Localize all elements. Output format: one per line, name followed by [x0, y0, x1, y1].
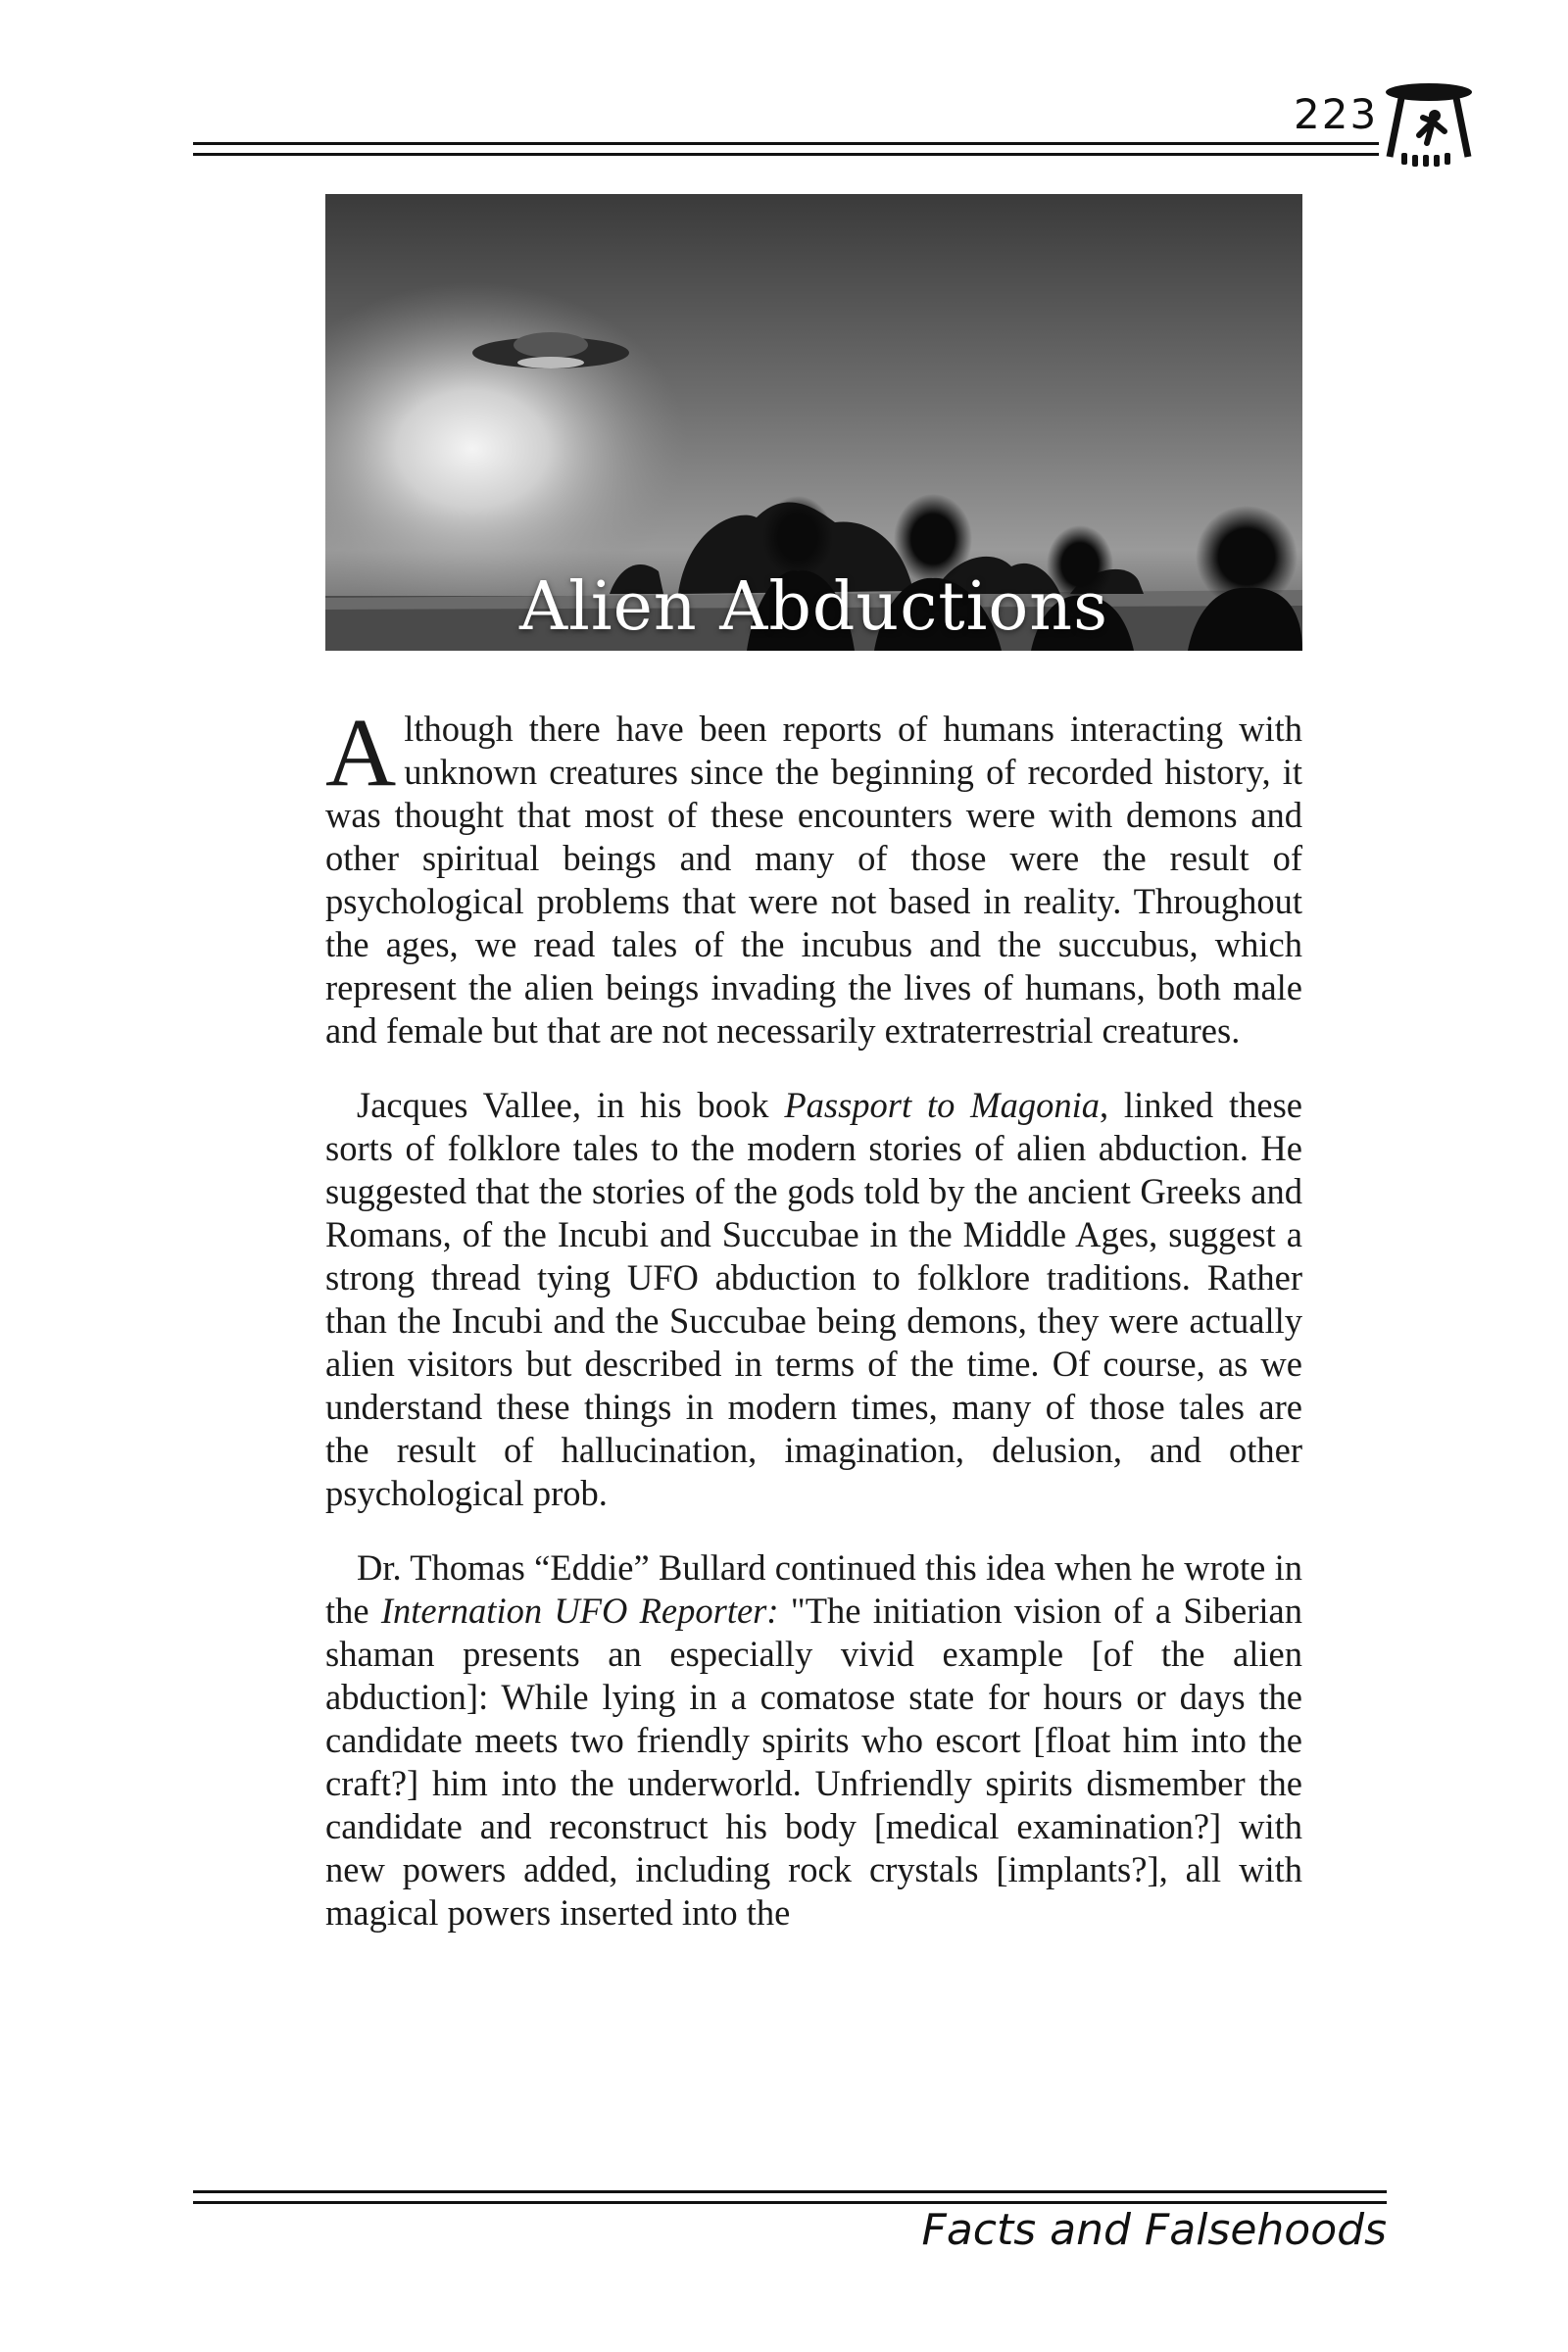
- ufo-abduction-icon: [1380, 78, 1478, 169]
- footer-rule: [193, 2190, 1387, 2204]
- paragraph-3-text-b: "The initiation vision of a Siberian shaman presents an especially vivid example [of the alien abduction]: While lying in a comatose state for hours or days the candidate meets two friendly spirits who escort [float him into the craft?] him into the underworld. Unfriendly spirits dismember the candidate and reconstruct his body [medical examination?] with new powers added, including rock crystals [implants?], all with magical powers inserted into the: [325, 1591, 1303, 1933]
- book-title-citation: Passport to Magonia: [784, 1085, 1100, 1125]
- page-number: 223: [1294, 90, 1379, 138]
- article-body: [325, 698, 1303, 1966]
- paragraph-2: [325, 1084, 1302, 1515]
- paragraph-2-text-b: , linked these sorts of folklore tales to the modern stories of alien abduction. He suggested that the stories of the gods told by the ancient Greeks and Romans, of the Incubi and Succubae in the Middle Ages, suggest a strong thread tying UFO abduction to folklore traditions. Rather than the Incubi and the Succubae being demons, they were actually alien visitors but described in terms of the time. Of course, as we understand these things in modern times, many of those tales are the result of hallucination, imagination, delusion, and other psychological prob.: [325, 1085, 1302, 1513]
- paragraph-3-text-a: Dr. Thomas “Eddie” Bullard continued this idea when he wrote in the: [325, 1547, 1302, 1631]
- paragraph-3: [325, 1546, 1302, 1935]
- drop-cap: A: [325, 698, 397, 807]
- paragraph-1-text: lthough there have been reports of humans interacting with unknown creatures since the beginning of recorded history, it was thought that most of these encounters were with demons and other spiritual beings and many of those were the result of psychological problems that were not based in reality. Throughout the ages, we read tales of the incubus and the succubus, which represent the alien beings invading the lives of humans, both male and female but that are not necessarily extraterrestrial creatures.: [325, 709, 1302, 1051]
- header-rule: [193, 142, 1379, 156]
- paragraph-1: [325, 698, 1302, 1053]
- chapter-title: Alien Abductions: [518, 568, 1108, 646]
- hero-image: [325, 194, 1302, 651]
- running-footer-title: Facts and Falsehoods: [921, 2205, 1387, 2255]
- publication-citation: Internation UFO Reporter:: [380, 1591, 779, 1631]
- paragraph-2-text-a: Jacques Vallee, in his book: [357, 1085, 785, 1125]
